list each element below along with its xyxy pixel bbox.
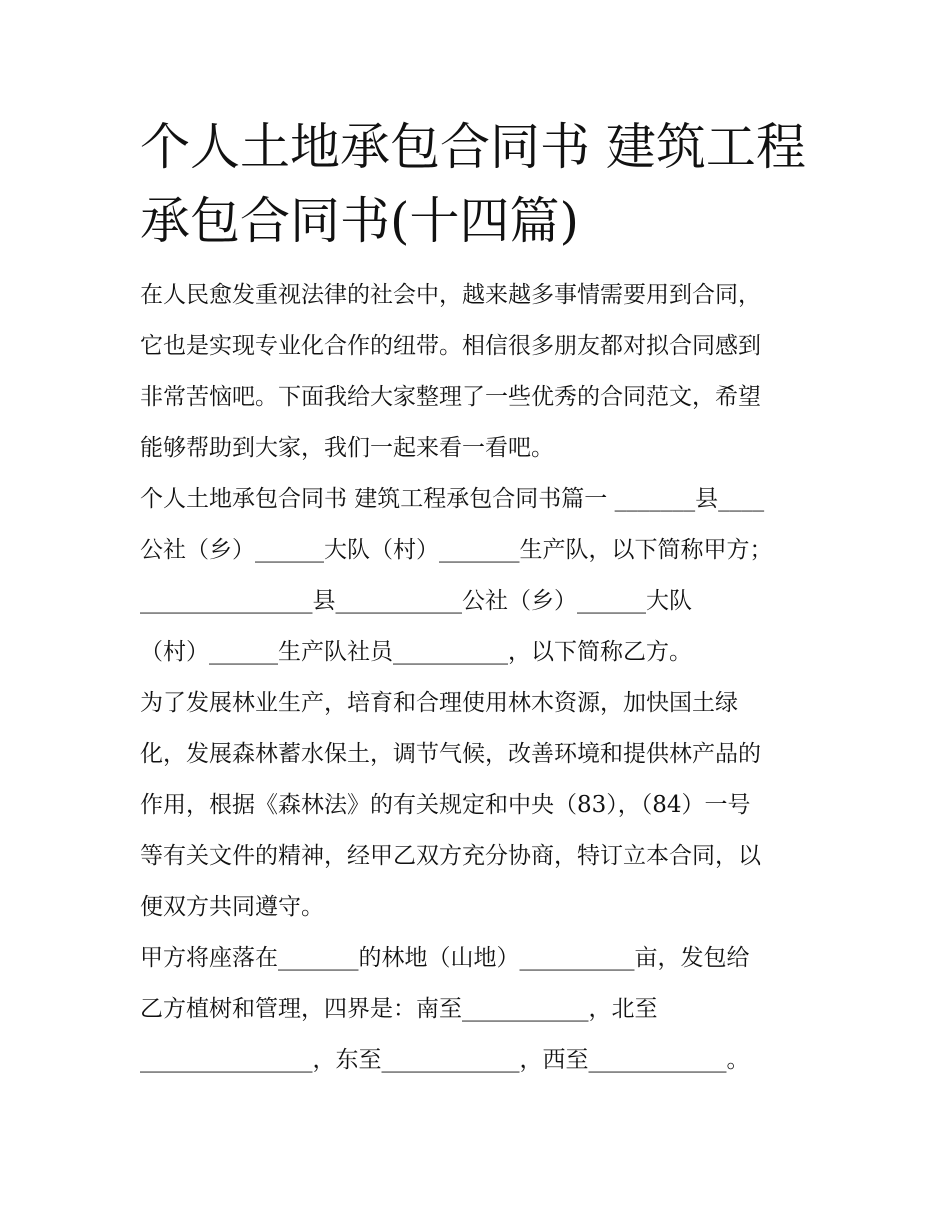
body-line: 等有关文件的精神，经甲乙双方充分协商，特订立本合同，以 <box>140 843 761 869</box>
document-body <box>140 270 820 1086</box>
body-line: 乙方植树和管理，四界是：南至___________，北至 <box>140 996 658 1022</box>
body-line: 它也是实现专业化合作的纽带。相信很多朋友都对拟合同感到 <box>140 333 761 359</box>
body-line: _______________县___________公社（乡）______大队 <box>140 588 692 614</box>
title-line-2: 承包合同书(十四篇) <box>140 192 580 250</box>
document-page <box>140 110 820 1086</box>
body-line: （村）______生产队社员__________，以下简称乙方。 <box>140 639 692 665</box>
body-line: 公社（乡）______大队（村）_______生产队，以下简称甲方； <box>140 537 773 563</box>
body-line: 甲方将座落在_______的林地（山地）__________亩，发包给 <box>140 945 750 971</box>
body-line: 在人民愈发重视法律的社会中，越来越多事情需要用到合同， <box>140 282 761 308</box>
body-line: 作用，根据《森林法》的有关规定和中央（83），（84）一号 <box>140 792 751 818</box>
body-line: 为了发展林业生产，培育和合理使用林木资源，加快国土绿 <box>140 690 738 716</box>
body-line: 个人土地承包合同书 建筑工程承包合同书篇一 _______县____ <box>140 486 765 512</box>
body-line: 非常苦恼吧。下面我给大家整理了一些优秀的合同范文，希望 <box>140 384 761 410</box>
document-title <box>140 110 820 258</box>
title-line-1: 个人土地承包合同书 建筑工程 <box>140 118 806 176</box>
body-line: _______________，东至____________，西至____________。 <box>140 1047 750 1073</box>
body-line: 便双方共同遵守。 <box>140 894 324 920</box>
body-line: 化，发展森林蓄水保土，调节气候，改善环境和提供林产品的 <box>140 741 761 767</box>
body-line: 能够帮助到大家，我们一起来看一看吧。 <box>140 435 554 461</box>
